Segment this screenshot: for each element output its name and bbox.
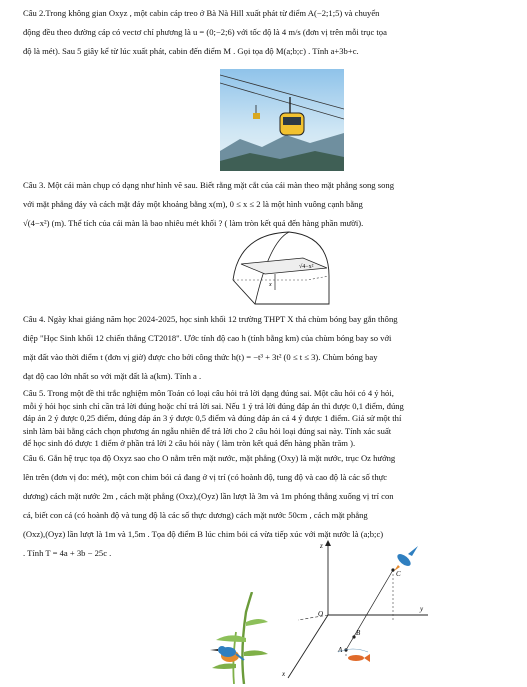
q2-line: Câu 2.Trong không gian Oxyz , một cabin cáp treo ở Bà Nà Hill xuất phát từ điểm A(−2;1;5) và chuyển: [23, 8, 380, 18]
question-4: [23, 310, 509, 386]
q6-line: lên trên (đơn vị đo: mét), một con chim bói cá đang ở vị trí (có hoành độ, tung độ và cao độ là các số thực: [23, 472, 388, 482]
point-a-label: A: [338, 646, 343, 654]
axis-y-label: y: [420, 605, 424, 613]
cable-car-photo: [220, 69, 344, 171]
coordinate-diagram: [178, 540, 458, 685]
diving-bird-icon: [394, 546, 418, 571]
question-3: [23, 176, 509, 233]
question-2: [23, 4, 509, 61]
q5-line: để học sinh đó được 1 điểm ở phần trả lời 2 câu hỏi này ( làm tròn kết quả đến hàng phần trăm ).: [23, 438, 356, 449]
q4-line: mặt đất vào thời điểm t (đơn vị giờ) được cho bởi công thức h(t) = −t³ + 3t² (0 ≤ t ≤ 3). Chùm bóng bay: [23, 352, 378, 362]
q3-line: với mặt phẳng đáy và cách mặt đáy một khoảng bằng x(m), 0 ≤ x ≤ 2 là một hình vuông cạnh bằng: [23, 199, 363, 209]
q2-line: độ là mét). Sau 5 giây kể từ lúc xuất phát, cabin đến điểm M . Gọi tọa độ M(a;b;c) . Tính a+3b+c.: [23, 46, 359, 56]
q6-line: . Tính T = 4a + 3b − 25c .: [23, 548, 112, 558]
q5-line: đáp án 2 ý được 0,25 điểm, đúng đáp án 3 ý được 0,5 điểm và đúng đáp án cả 4 ý được 1 điểm. Giả sử một thí: [23, 413, 402, 424]
q4-line: Câu 4. Ngày khai giảng năm học 2024-2025, học sinh khối 12 trường THPT X thả chùm bóng bay gắn thông: [23, 314, 398, 324]
q4-line: đạt độ cao lớn nhất so với mặt đất là a(km). Tính a .: [23, 371, 202, 381]
q3-line: √(4−x²) (m). Thể tích của cái màn là bao nhiêu mét khối ? ( làm tròn kết quả đến hàng phần mười).: [23, 218, 364, 228]
q5-line: mỗi ý hỏi học sinh chỉ cần trả lời đúng hoặc chỉ trả lời sai. Nếu 1 ý trả lời đúng đáp án thì được 0,1 điểm, đúng: [23, 400, 404, 411]
q2-line: động đều theo đường cáp có vectơ chỉ phương là u = (0;−2;6) với tốc độ là 4 m/s (đơn vị trên mỗi trục tọa: [23, 27, 387, 37]
dome-side-label: √4−x²: [299, 264, 314, 270]
q6-line: dương) cách mặt nước 2m , cách mặt phẳng (Oxz),(Oyz) lần lượt là 3m và 1m phóng thẳng xuống vị trí con: [23, 491, 394, 501]
q6-line: (Oxz),(Oyz) lần lượt là 1m và 1,5m . Tọa độ điểm B lúc chim bói cá vừa tiếp xúc với mặt nước là (a;b;c): [23, 529, 384, 539]
q6-line: Câu 6. Gắn hệ trục tọa độ Oxyz sao cho O nằm trên mặt nước, mặt phẳng (Oxy) là mặt nước, trục Oz hướng: [23, 453, 396, 463]
dome-height-label: x: [269, 282, 272, 288]
axis-z-label: z: [320, 542, 323, 550]
question-5: [23, 387, 509, 450]
q6-line: cá, biết con cá (có hoành độ và tung độ là các số thực dương) cách mặt nước 50cm , cách mặt phẳng: [23, 510, 368, 520]
q4-line: điệp "Học Sinh khối 12 chiến thắng CT2018". Ước tính độ cao h (tính bằng km) của chùm bóng bay so với: [23, 333, 392, 343]
point-b-label: B: [356, 629, 361, 637]
axis-x-label: x: [282, 670, 286, 678]
q3-line: Câu 3. Một cái màn chụp có dạng như hình vẽ sau. Biết rằng mặt cắt của cái màn theo mặt phẳng song song: [23, 180, 394, 190]
point-c-label: C: [396, 570, 401, 578]
origin-label: O: [318, 610, 324, 618]
q5-line: sinh làm bài bằng cách chọn phương án ngẫu nhiên để trả lời cho 2 câu hỏi loại đúng sai này. Tính xác suất: [23, 425, 392, 436]
fish-icon: [348, 654, 370, 662]
dome-figure: [229, 228, 333, 310]
q5-line: Câu 5. Trong một đề thi trắc nghiệm môn Toán có loại câu hỏi trả lời dạng đúng sai. Một câu hỏi có 4 ý hỏi,: [23, 388, 394, 398]
